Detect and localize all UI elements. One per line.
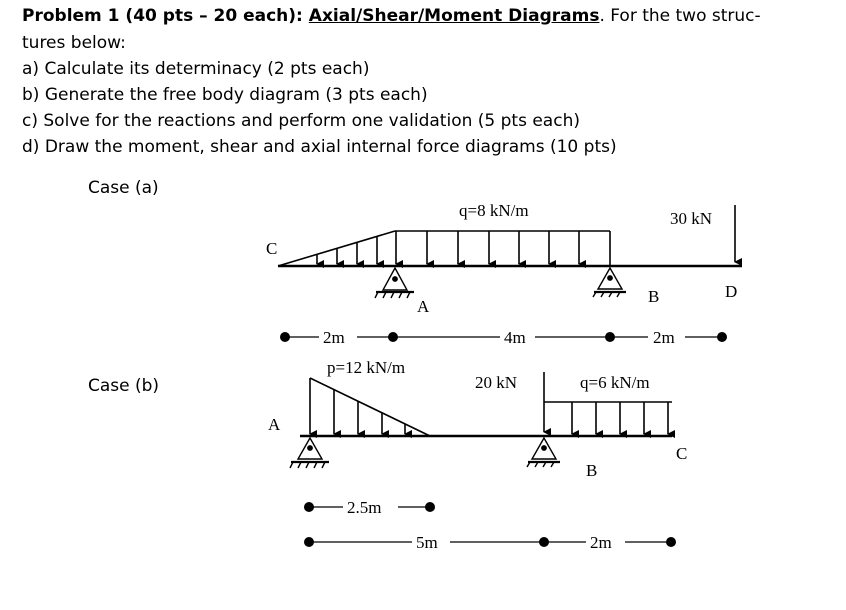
case-a-support-b (593, 268, 626, 297)
case-b-title: Case (b) (88, 376, 160, 396)
case-a-dim-2: 4m (504, 328, 526, 347)
case-b-dim-top: 2.5m (347, 498, 382, 517)
case-b-dim-2: 2m (590, 533, 612, 552)
case-a-dim-3: 2m (653, 328, 675, 347)
case-a-point-load-label: 30 kN (670, 209, 713, 228)
case-b-point-load-label: 20 kN (475, 373, 518, 392)
case-a-diagram (266, 201, 742, 347)
case-b-udl-label: q=6 kN/m (580, 373, 650, 392)
case-a-label-b: B (648, 287, 660, 306)
task-a: a) Calculate its determinacy (2 pts each) (22, 59, 370, 79)
case-b-dimension-top (304, 498, 435, 517)
problem-intro: . For the two struc- (599, 6, 761, 26)
case-a-label-d: D (725, 282, 738, 301)
case-a-support-a (375, 268, 414, 298)
case-b-uniform-load (544, 402, 672, 434)
case-a-dim-1: 2m (323, 328, 345, 347)
task-b: b) Generate the free body diagram (3 pts each) (22, 85, 428, 105)
case-b-support-a (290, 438, 329, 468)
case-a-load-label: q=8 kN/m (459, 201, 529, 220)
case-a-dimension-line (280, 328, 727, 347)
case-a-title: Case (a) (88, 178, 159, 198)
case-a-distributed-load (278, 231, 610, 266)
case-b-support-b (527, 438, 560, 467)
case-b-label-c: C (676, 444, 688, 463)
case-b-dim-1: 5m (416, 533, 438, 552)
case-b-tri-load-label: p=12 kN/m (327, 358, 406, 377)
problem-intro-line2: tures below: (22, 33, 126, 53)
case-b-diagram (268, 358, 687, 552)
task-d: d) Draw the moment, shear and axial internal force diagrams (10 pts) (22, 137, 617, 157)
problem-number: Problem 1 (40 pts – 20 each): (22, 6, 309, 26)
case-b-label-a: A (268, 415, 281, 434)
case-b-label-b: B (586, 461, 598, 480)
task-c: c) Solve for the reactions and perform one validation (5 pts each) (22, 111, 580, 131)
case-b-triangular-load (310, 378, 430, 436)
problem-topic: Axial/Shear/Moment Diagrams (308, 6, 600, 26)
case-a-label-c: C (266, 239, 278, 258)
case-b-dimension-bottom (304, 533, 676, 552)
case-a-label-a: A (417, 297, 430, 316)
